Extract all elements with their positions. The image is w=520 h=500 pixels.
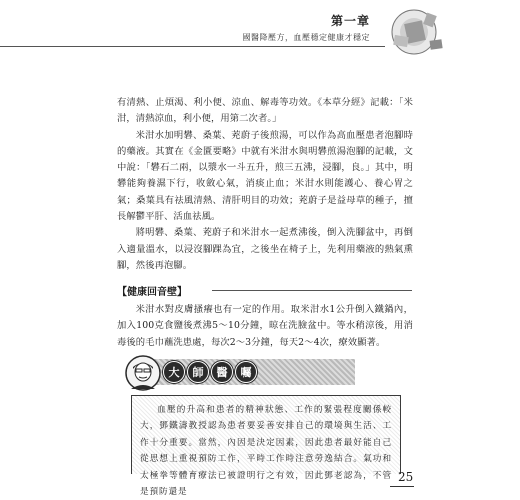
- header-illustration: [380, 6, 450, 58]
- section-rule: [212, 290, 412, 291]
- advice-paragraph: 血壓的升高和患者的精神狀態、工作的緊張程度關係較大，鄧鐵濤教授認為患者要妥善安排自己的環境與生活、工作十分重要。當然，內因是決定因素，因此患者最好能自己從思想上重視預防工作，平時工作時注意勞逸結合。氣功和太極拳等體育療法已被證明行之有效，因此鄧老認為，不管是預防還是: [140, 405, 392, 498]
- paragraph-2: 米泔水加明礬、桑葉、茺蔚子後煎湯，可以作為高血壓患者泡腳時的藥液。其實在《金匱要略》中就有米泔水與明礬煎湯泡腳的記載，文中說：「礬石二兩，以漿水一斗五升，煎三五沸，浸腳，良。」其中，明礬能夠養濕下行，收斂心氣，消痰止血；米泔水則能護心、養心胃之氣；桑葉具有祛風清熱、清肝明目的功效；茺蔚子是益母草的種子，擅長解鬱平肝、活血祛風。: [117, 129, 413, 223]
- chapter-title: 第一章: [330, 14, 370, 28]
- doctor-portrait-icon: [125, 355, 161, 391]
- master-badge-row: [163, 361, 257, 383]
- badge-char: 囑: [235, 361, 257, 383]
- advice-frame: [131, 395, 401, 498]
- paragraph-1: 有清熱、止煩渴、利小便、涼血、解毒等功效。《本草分經》記載：「米泔，清熱涼血，利小便，用第二次者。」: [117, 97, 413, 125]
- badge-char: 大: [163, 361, 185, 383]
- page-header: [0, 0, 520, 62]
- header-rule: [0, 46, 385, 47]
- section-heading: 【健康回音壁】: [117, 287, 187, 298]
- page-number-rule: [390, 486, 414, 487]
- badge-char: 師: [187, 361, 209, 383]
- badge-char: 醫: [211, 361, 233, 383]
- section-text: [117, 302, 413, 351]
- main-text: [117, 95, 413, 274]
- advice-text: [140, 402, 392, 500]
- paragraph-3: 將明礬、桑葉、茺蔚子和米泔水一起煮沸後，倒入洗腳盆中，再倒入適量溫水，以浸沒腳踝為宜，之後坐在椅子上，先利用藥液的熱氣熏腳，然後再泡腳。: [117, 227, 413, 271]
- chapter-subtitle: 國醫降壓方，血壓穩定健康才穩定: [242, 33, 370, 42]
- page-number: 25: [398, 470, 414, 484]
- section-paragraph: 米泔水對皮膚搔癢也有一定的作用。取米泔水1公升倒入鐵鍋內，加入100克食鹽後煮沸5～10分鐘，晾在洗臉盆中。等水稍涼後，用消毒後的毛巾蘸洗患處，每次2～3分鐘，每天2～4次，療效顯著。: [117, 304, 413, 348]
